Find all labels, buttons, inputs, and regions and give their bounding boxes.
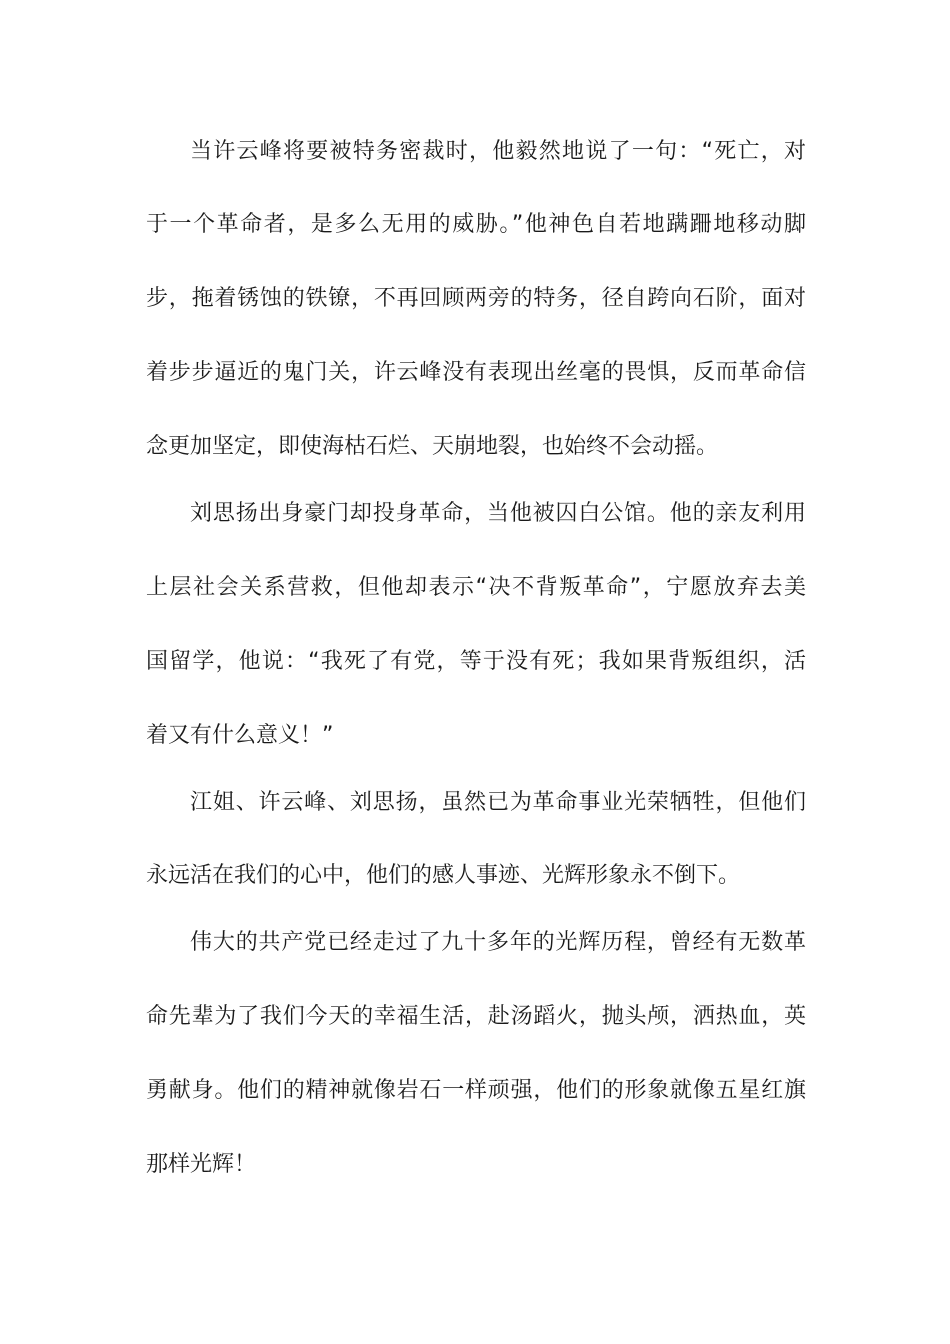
text-line: 着又有什么意义！” xyxy=(146,723,334,748)
text-line: 刘思扬出身豪门却投身革命，当他被囚白公馆。他的亲友利用 xyxy=(190,501,806,526)
text-line: 着步步逼近的鬼门关，许云峰没有表现出丝毫的畏惧，反而革命信 xyxy=(146,360,806,385)
text-line: 伟大的共产党已经走过了九十多年的光辉历程，曾经有无数革 xyxy=(190,930,806,955)
text-line: 江姐、许云峰、刘思扬，虽然已为革命事业光荣牺牲，但他们 xyxy=(190,790,806,815)
text-line: 那样光辉！ xyxy=(146,1152,257,1177)
text-line: 于一个革命者，是多么无用的威胁。”他神色自若地蹒跚地移动脚 xyxy=(146,212,806,237)
text-line: 永远活在我们的心中，他们的感人事迹、光辉形象永不倒下。 xyxy=(146,863,741,888)
text-line: 命先辈为了我们今天的幸福生活，赴汤蹈火，抛头颅，洒热血，英 xyxy=(146,1004,806,1029)
text-line: 念更加坚定，即使海枯石烂、天崩地裂，也始终不会动摇。 xyxy=(146,434,719,459)
text-line: 步，拖着锈蚀的铁镣，不再回顾两旁的特务，径自跨向石阶，面对 xyxy=(146,286,806,311)
text-line: 上层社会关系营救，但他却表示“决不背叛革命”，宁愿放弃去美 xyxy=(146,575,806,600)
text-line: 国留学，他说：“我死了有党，等于没有死；我如果背叛组织，活 xyxy=(146,649,806,674)
text-line: 勇献身。他们的精神就像岩石一样顽强，他们的形象就像五星红旗 xyxy=(146,1078,806,1103)
text-line: 当许云峰将要被特务密裁时，他毅然地说了一句：“死亡，对 xyxy=(190,139,806,164)
